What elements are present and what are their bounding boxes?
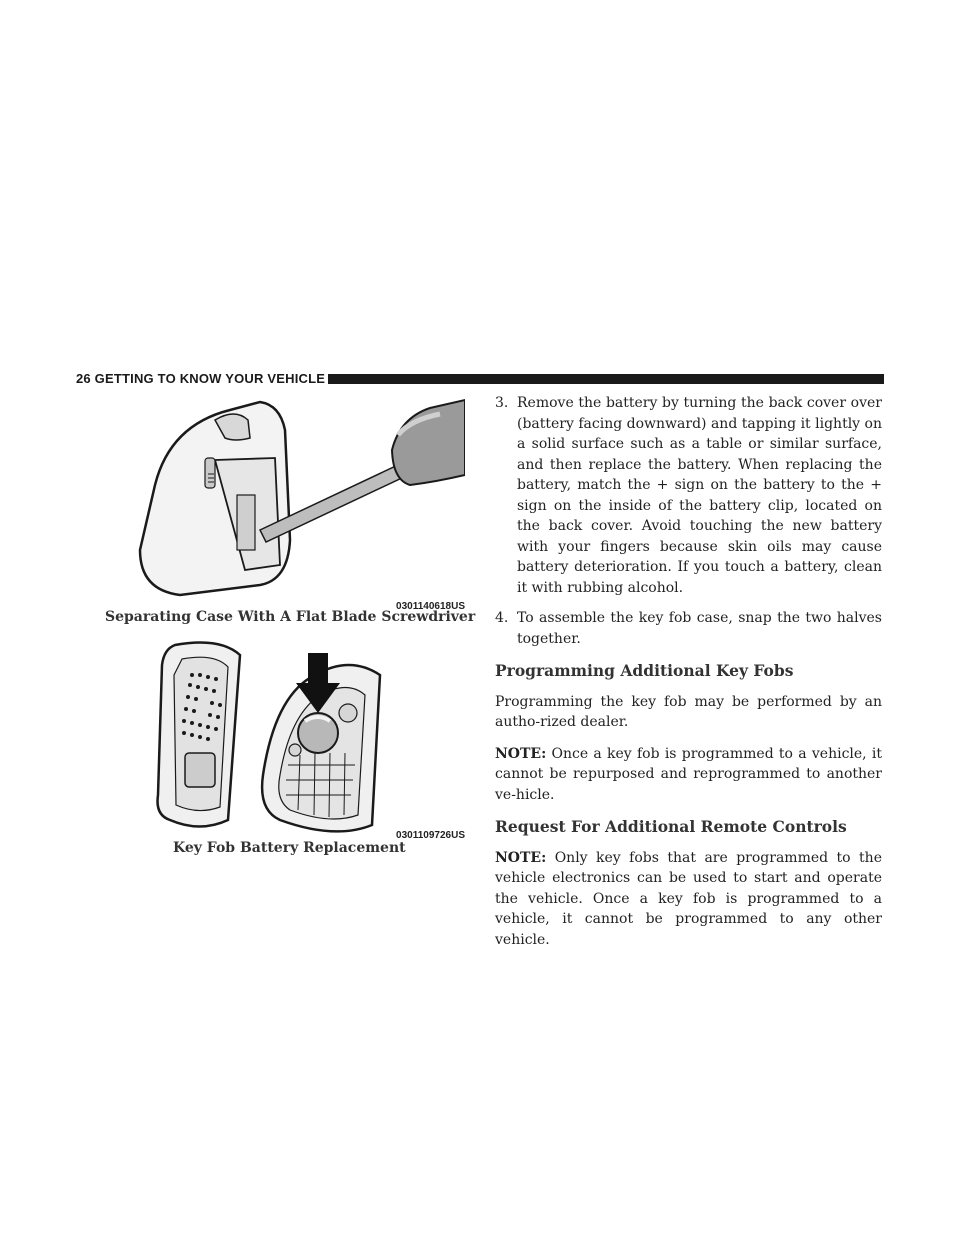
note-text: Once a key fob is programmed to a vehicle, it cannot be repurposed and reprogrammed to another ve-hicle.	[495, 745, 882, 803]
note-paragraph	[495, 744, 882, 806]
step-text: Remove the battery by turning the back cover over (battery facing downward) and tapping it lightly on a solid surface such as a table or similar surface, and then replace the battery. When replacing the battery, match the + sign on the battery to the + sign on the inside of the battery clip, located on the back cover. Avoid touching the new battery with your fingers because skin oils may cause battery deterioration. If you touch a battery, clean it with rubbing alcohol.	[517, 395, 882, 596]
header-rule	[328, 374, 884, 384]
figure-caption: Key Fob Battery Replacement	[173, 840, 406, 856]
step-3	[495, 393, 882, 598]
note-label: NOTE:	[495, 745, 547, 762]
step-text: To assemble the key fob case, snap the two halves together.	[517, 610, 882, 647]
section-heading: Request For Additional Remote Controls	[495, 817, 847, 836]
step-number: 4.	[495, 610, 509, 626]
note-paragraph	[495, 848, 882, 951]
page-header	[76, 371, 884, 387]
step-4	[495, 608, 882, 649]
figure-caption: Separating Case With A Flat Blade Screwdriver	[105, 609, 476, 625]
key-fob-battery-illustration	[100, 635, 465, 841]
figure-code: 0301140618US	[396, 601, 465, 612]
text-column	[495, 393, 882, 961]
key-fob-screwdriver-illustration	[100, 390, 465, 612]
figure-code: 0301109726US	[396, 830, 465, 841]
note-label: NOTE:	[495, 849, 547, 866]
figure-battery-replacement	[100, 635, 465, 841]
step-number: 3.	[495, 395, 509, 411]
page-header-title: 26 GETTING TO KNOW YOUR VEHICLE	[76, 371, 331, 387]
section-heading: Programming Additional Key Fobs	[495, 661, 794, 680]
note-text: Only key fobs that are programmed to the vehicle electronics can be used to start and operate the vehicle. Once a key fob is programmed to a vehicle, it cannot be programmed to any other vehicle.	[495, 849, 882, 948]
figure-separating-case	[100, 390, 465, 612]
section-paragraph: Programming the key fob may be performed by an autho-rized dealer.	[495, 693, 882, 730]
